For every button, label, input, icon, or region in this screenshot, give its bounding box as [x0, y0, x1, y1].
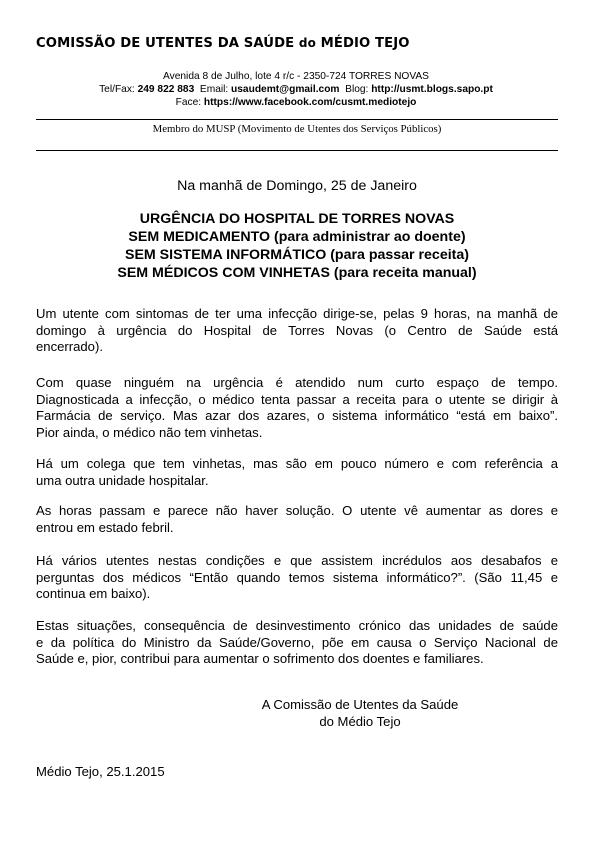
paragraph-5: [36, 553, 558, 603]
telfax-value: 249 822 883: [137, 84, 195, 95]
paragraph-line: Há um colega que tem vinhetas, mas são em pouco número e com referência a: [36, 456, 558, 471]
paragraph-line: Um utente com sintomas de ter uma infecção dirige-se, pelas 9 horas, na manhã de: [36, 306, 558, 321]
paragraph-line: uma outra unidade hospitalar.: [36, 472, 209, 488]
email-label: Email:: [194, 84, 232, 95]
paragraph-line: perguntas dos médicos “Então quando temos sistema informático?”. (São 11,45 e: [36, 569, 558, 585]
title-part3: MÉDIO TEJO: [315, 36, 410, 51]
paragraph-3: [36, 456, 558, 489]
paragraph-line: Farmácia de serviço. Mas azar dos azares, o sistema informático “está em baixo”.: [36, 408, 558, 424]
contact-line: [36, 83, 556, 96]
top-divider: [36, 119, 558, 120]
blog-label: Blog:: [339, 84, 372, 95]
bottom-divider: [36, 150, 558, 151]
event-date-line: Na manhã de Domingo, 25 de Janeiro: [177, 178, 417, 194]
paragraph-6: [36, 618, 558, 668]
paragraph-line: As horas passam e parece não haver solução. O utente vê aumentar as dores e: [36, 503, 558, 518]
membership-line: Membro do MUSP (Movimento de Utentes dos Serviços Públicos): [152, 123, 442, 135]
paragraph-line: Saúde e, pior, contribui para aumentar o sofrimento dos doentes e familiares.: [36, 651, 484, 667]
paragraph-line: encerrado).: [36, 339, 103, 355]
paragraph-line: Estas situações, consequência de desinvestimento crónico das unidades de saúde: [36, 618, 558, 633]
title-part1: COMISSÃO DE UTENTES DA SAÚDE: [36, 36, 299, 51]
paragraph-line: e da política do Ministro da Saúde/Governo, põe em causa o Serviço Nacional de: [36, 634, 558, 650]
paragraph-line: Há vários utentes nestas condições e que assistem incrédulos aos desabafos e: [36, 553, 558, 568]
signature-block: [220, 697, 500, 730]
paragraph-line: entrou em estado febril.: [36, 519, 174, 535]
face-label: Face:: [175, 97, 204, 108]
place-and-date: Médio Tejo, 25.1.2015: [36, 764, 165, 779]
headline-3: SEM SISTEMA INFORMÁTICO (para passar receita): [125, 247, 469, 263]
headline-1: URGÊNCIA DO HOSPITAL DE TORRES NOVAS: [139, 211, 455, 227]
paragraph-4: [36, 503, 558, 536]
paragraph-line: Diagnosticada a infecção, o médico tenta passar a receita para o utente se dirigir à: [36, 391, 558, 407]
organization-title: [36, 36, 556, 51]
title-part2: do: [298, 36, 316, 50]
paragraph-line: Pior ainda, o médico não tem vinhetas.: [36, 424, 263, 440]
email-value[interactable]: usaudemt@gmail.com: [231, 84, 340, 95]
face-value[interactable]: https://www.facebook.com/cusmt.mediotejo: [203, 97, 417, 108]
paragraph-line: Com quase ninguém na urgência é atendido num curto espaço de tempo.: [36, 375, 558, 390]
paragraph-1: [36, 306, 558, 356]
telfax-label: Tel/Fax:: [99, 84, 138, 95]
paragraph-line: continua em baixo).: [36, 586, 151, 602]
headline-4: SEM MÉDICOS COM VINHETAS (para receita manual): [117, 265, 477, 281]
paragraph-line: domingo à urgência do Hospital de Torres Novas (o Centro de Saúde está: [36, 322, 558, 338]
blog-value[interactable]: http://usmt.blogs.sapo.pt: [371, 84, 493, 95]
address-line: Avenida 8 de Julho, lote 4 r/c - 2350-724 TORRES NOVAS: [163, 71, 429, 82]
signature-line-2: do Médio Tejo: [319, 713, 401, 729]
paragraph-2: [36, 375, 558, 441]
headline-2: SEM MEDICAMENTO (para administrar ao doente): [128, 229, 466, 245]
facebook-line: [36, 96, 556, 109]
signature-line-1: A Comissão de Utentes da Saúde: [261, 697, 459, 712]
